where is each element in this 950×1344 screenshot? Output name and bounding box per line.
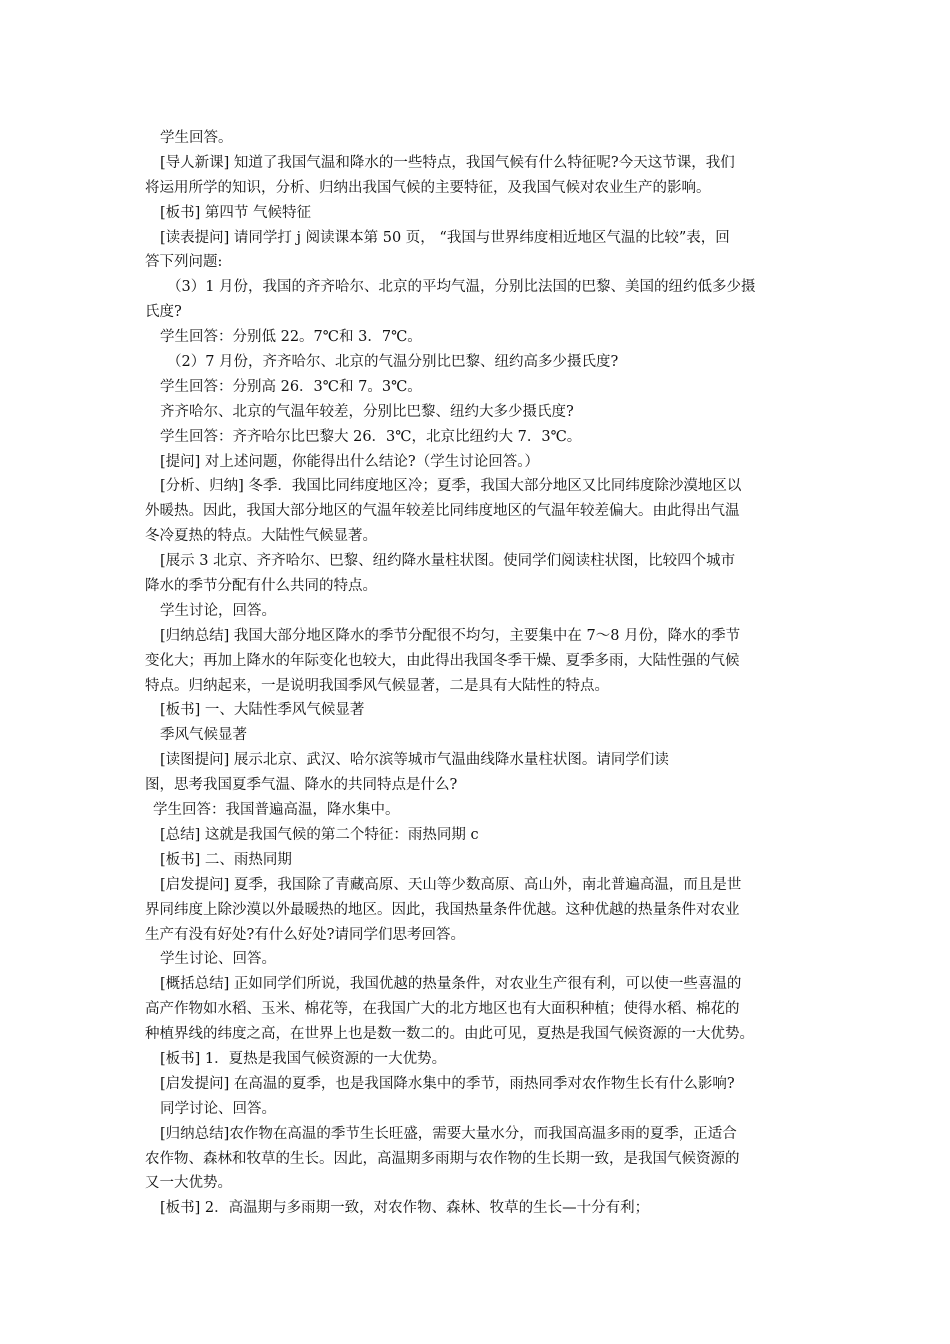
text-line: [总结] 这就是我国气候的第二个特征：雨热同期 c [160,826,479,843]
text-line: 学生回答：齐齐哈尔比巴黎大 26．3℃，北京比纽约大 7．3℃。 [160,428,582,445]
text-line: 特点。归纳起来，一是说明我国季风气候显著，二是具有大陆性的特点。 [145,677,609,694]
text-line: 学生讨论，回答。 [160,602,276,619]
text-line: [板书] 一、大陆性季风气候显著 [160,702,365,719]
text-line: 外暖热。因此，我国大部分地区的气温年较差比同纬度地区的气温年较差偏大。由此得出气温 [145,503,740,520]
text-line: 高产作物如水稻、玉米、棉花等，在我国广大的北方地区也有大面积种植；使得水稻、棉花的 [145,1001,740,1018]
text-line: [提问] 对上述问题，你能得出什么结论?（学生讨论回答。） [160,453,539,470]
text-line: [展示 3 北京、齐齐哈尔、巴黎、纽约降水量柱状图。使同学们阅读柱状图，比较四个城市 [160,553,736,570]
text-line: [分析、归纳] 冬季．我国比同纬度地区冷；夏季，我国大部分地区又比同纬度除沙漠地区以 [160,478,742,495]
text-line: （3）1 月份，我国的齐齐哈尔、北京的平均气温，分别比法国的巴黎、美国的纽约低多少摄 [167,279,756,296]
text-line: 答下列问题: [145,254,223,271]
text-line: [板书] 1．夏热是我国气候资源的一大优势。 [160,1050,447,1067]
text-line: [导人新课] 知道了我国气温和降水的一些特点，我国气候有什么特征呢?今天这节课，我们 [160,154,735,171]
text-line: 将运用所学的知识，分析、归纳出我国气候的主要特征，及我国气候对农业生产的影响。 [145,179,711,196]
text-line: 季风气候显著 [160,727,247,744]
text-line: 同学讨论、回答。 [160,1100,276,1117]
text-line: [归纳总结] 我国大部分地区降水的季节分配很不均匀，主要集中在 7～8 月份，降水的季节 [160,627,741,644]
text-line: 学生讨论、回答。 [160,951,276,968]
text-line: [启发提问] 在高温的夏季，也是我国降水集中的季节，雨热同季对农作物生长有什么影响? [160,1075,735,1092]
text-line: 又一大优势。 [145,1175,232,1192]
text-line: [概括总结] 正如同学们所说，我国优越的热量条件，对农业生产很有利，可以使一些喜温的 [160,976,742,993]
text-line: 降水的季节分配有什么共同的特点。 [145,578,377,595]
text-line: 学生回答：我国普遍高温，降水集中。 [153,802,400,819]
text-line: 齐齐哈尔、北京的气温年较差，分别比巴黎、纽约大多少摄氏度? [160,403,574,420]
text-line: 变化大；再加上降水的年际变化也较大，由此得出我国冬季干燥、夏季多雨，大陆性强的气候 [145,652,740,669]
text-line: 学生回答。 [160,130,233,146]
text-line: 图，思考我国夏季气温、降水的共同特点是什么? [145,777,458,794]
text-line: [板书] 二、雨热同期 [160,851,292,868]
text-line: 学生回答：分别高 26．3℃和 7。3℃。 [160,378,422,395]
text-line: [读表提问] 请同学打 j 阅读课本第 50 页， “我国与世界纬度相近地区气温的比较”表，回 [160,229,730,246]
text-line: [板书] 第四节 气候特征 [160,204,312,221]
text-line: 农作物、森林和牧草的生长。因此，高温期多雨期与农作物的生长期一致，是我国气候资源的 [145,1150,740,1167]
text-line: 学生回答：分别低 22。7℃和 3．7℃。 [160,329,422,346]
text-line: [启发提问] 夏季，我国除了青藏高原、天山等少数高原、高山外，南北普遍高温，而且是世 [160,876,742,893]
text-line: [读图提问] 展示北京、武汉、哈尔滨等城市气温曲线降水量柱状图。请同学们读 [160,752,669,769]
text-line: 种植界线的纬度之高，在世界上也是数一数二的。由此可见，夏热是我国气候资源的一大优势。 [145,1026,754,1043]
document-body [145,126,805,1221]
text-line: [归纳总结]农作物在高温的季节生长旺盛，需要大量水分，而我国高温多雨的夏季，正适合 [160,1125,737,1142]
text-line: [板书] 2．高温期与多雨期一致，对农作物、森林、牧草的生长—十分有利； [160,1200,650,1217]
text-line: 氏度? [145,304,182,321]
text-line: 冬冷夏热的特点。大陆性气候显著。 [145,528,377,545]
text-line: 生产有没有好处?有什么好处?请同学们思考回答。 [145,926,466,943]
text-line: （2）7 月份，齐齐哈尔、北京的气温分别比巴黎、纽约高多少摄氏度? [167,354,619,371]
text-line: 界同纬度上除沙漠以外最暖热的地区。因此，我国热量条件优越。这种优越的热量条件对农业 [145,901,740,918]
